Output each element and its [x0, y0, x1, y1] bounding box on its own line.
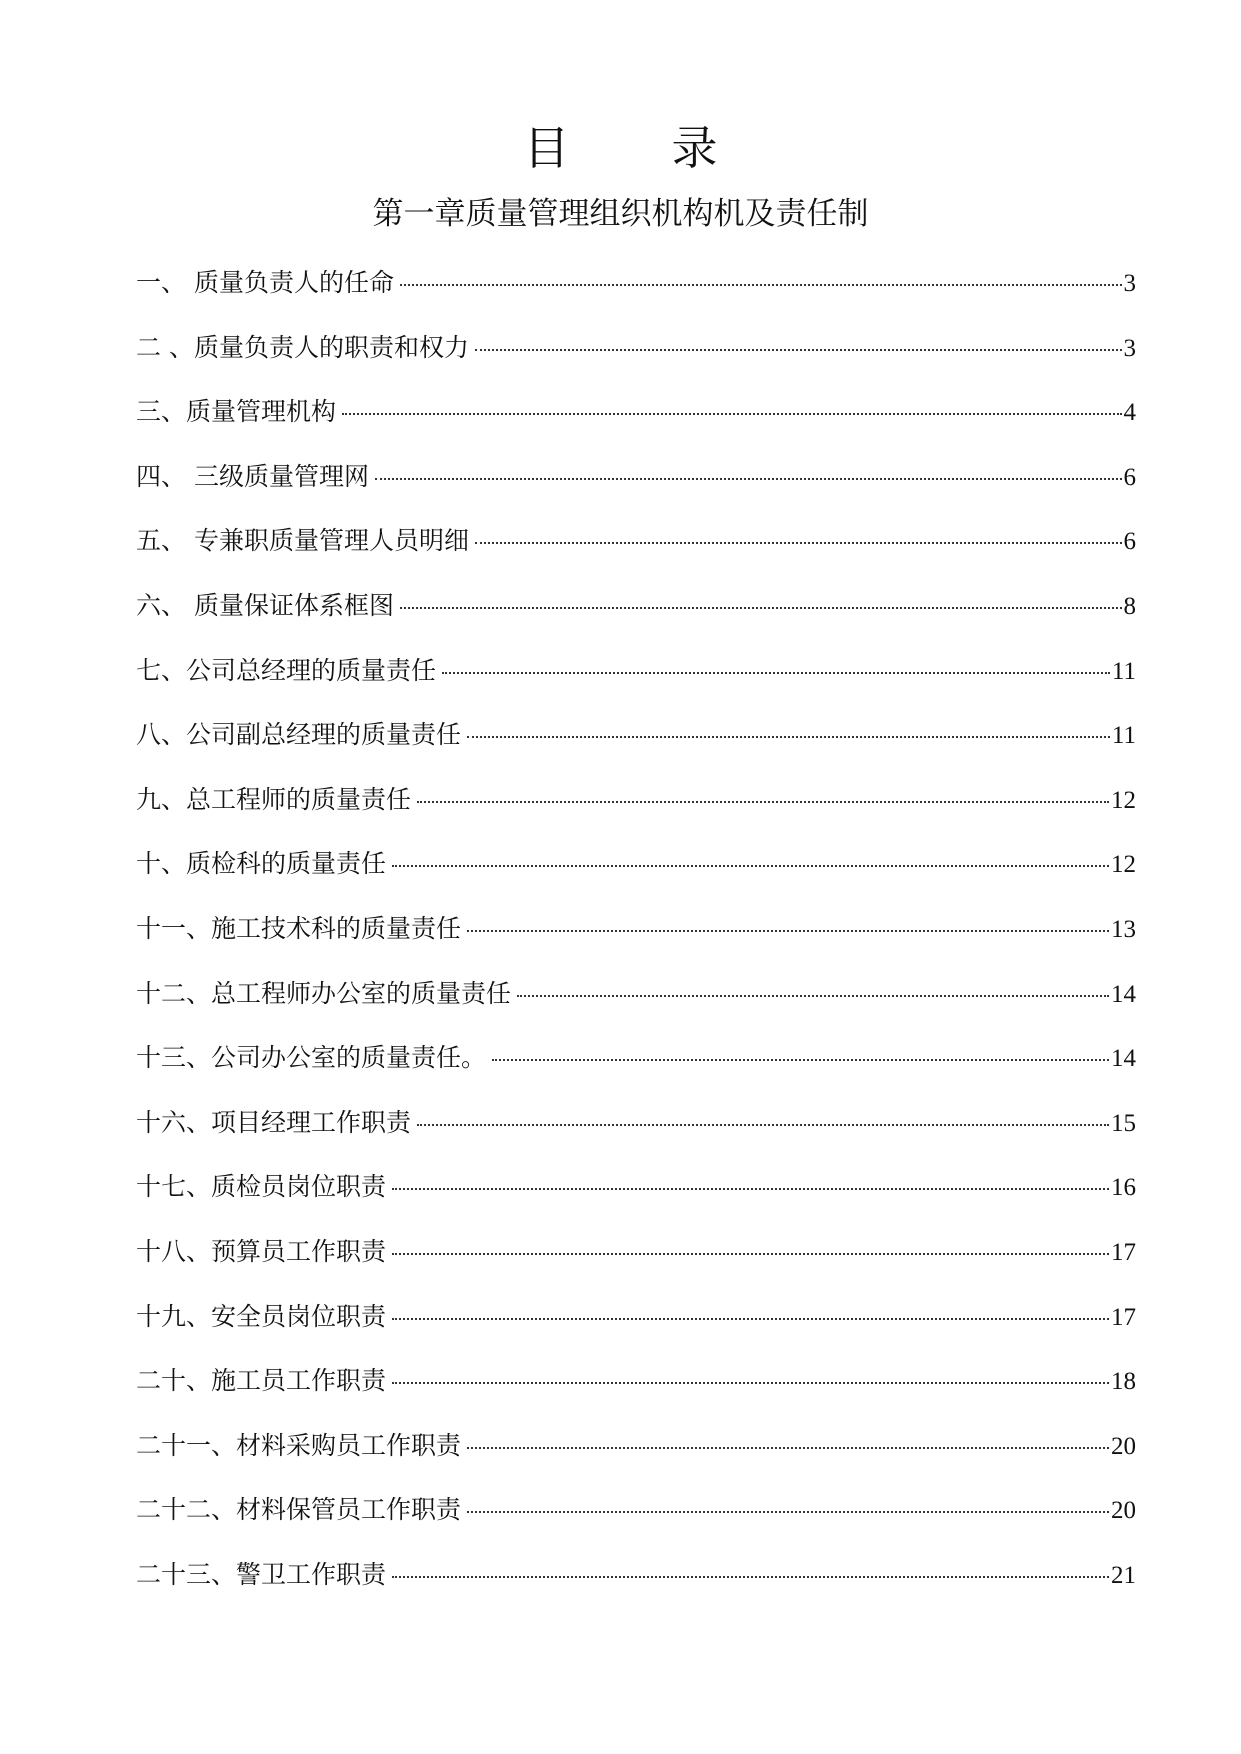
toc-page-number: 6	[1123, 528, 1136, 556]
toc-page-number: 12	[1111, 786, 1136, 814]
toc-entry-label: 十三、公司办公室的质量责任。	[136, 1043, 487, 1073]
toc-entry-label: 十、质检科的质量责任	[136, 849, 387, 879]
dot-leader	[467, 929, 1109, 932]
dot-leader	[392, 1317, 1109, 1320]
toc-page-number: 16	[1111, 1174, 1136, 1202]
toc-entry[interactable]	[136, 574, 1136, 639]
toc-entry-label: 六、 质量保证体系框图	[136, 590, 394, 620]
toc-page-number: 11	[1111, 657, 1136, 685]
toc-entry-label: 五、 专兼职质量管理人员明细	[136, 526, 469, 556]
dot-leader	[475, 541, 1122, 544]
toc-entry[interactable]	[136, 1285, 1136, 1350]
dot-leader	[417, 800, 1109, 803]
toc-entry-label: 十二、总工程师办公室的质量责任	[136, 978, 512, 1008]
toc-entry[interactable]	[136, 1220, 1136, 1285]
toc-page-number: 14	[1111, 980, 1136, 1008]
dot-leader	[400, 606, 1122, 609]
toc-page-number: 20	[1111, 1497, 1136, 1525]
toc-entry-label: 二十三、警卫工作职责	[136, 1559, 387, 1589]
dot-leader	[442, 671, 1110, 674]
toc-page-number: 18	[1111, 1368, 1136, 1396]
toc-entry-label: 九、总工程师的质量责任	[136, 784, 412, 814]
toc-title: 目 录	[523, 121, 762, 175]
chapter-heading: 第一章质量管理组织机构机及责任制	[372, 196, 869, 232]
toc-entry[interactable]	[136, 1349, 1136, 1414]
toc-entry-label: 十一、施工技术科的质量责任	[136, 913, 462, 943]
toc-entry[interactable]	[136, 962, 1136, 1027]
dot-leader	[392, 1575, 1109, 1578]
dot-leader	[467, 1510, 1109, 1513]
toc-entry[interactable]	[136, 1414, 1136, 1479]
dot-leader	[517, 994, 1109, 997]
toc-page-number: 4	[1123, 399, 1136, 427]
toc-page-number: 11	[1111, 722, 1136, 750]
toc-entry-label: 四、 三级质量管理网	[136, 461, 369, 491]
toc-entry-label: 十七、质检员岗位职责	[136, 1172, 387, 1202]
toc-entry[interactable]	[136, 1026, 1136, 1091]
dot-leader	[392, 1252, 1109, 1255]
toc-entry[interactable]	[136, 1091, 1136, 1156]
toc-entry-label: 二十二、材料保管员工作职责	[136, 1495, 462, 1525]
dot-leader	[467, 1446, 1109, 1449]
toc-entry[interactable]	[136, 316, 1136, 381]
dot-leader	[475, 348, 1122, 351]
dot-leader	[392, 864, 1109, 867]
toc-page-number: 13	[1111, 915, 1136, 943]
toc-entry[interactable]	[136, 445, 1136, 510]
toc-entry-label: 二十一、材料采购员工作职责	[136, 1430, 462, 1460]
toc-page-number: 12	[1111, 851, 1136, 879]
toc-entry[interactable]	[136, 897, 1136, 962]
toc-page-number: 15	[1111, 1109, 1136, 1137]
toc-entry[interactable]	[136, 380, 1136, 445]
toc-entry-label: 一、 质量负责人的任命	[136, 268, 394, 297]
toc-page-number: 21	[1111, 1561, 1136, 1589]
toc-entry[interactable]	[136, 639, 1136, 704]
toc-entry-label: 十八、预算员工作职责	[136, 1236, 387, 1266]
toc-entry[interactable]	[136, 1543, 1136, 1608]
toc-entry[interactable]	[136, 251, 1136, 316]
toc-entry[interactable]	[136, 1478, 1136, 1543]
toc-page-number: 17	[1111, 1238, 1136, 1266]
toc-entry-label: 七、公司总经理的质量责任	[136, 655, 437, 685]
toc-page-number: 20	[1111, 1432, 1136, 1460]
dot-leader	[467, 735, 1110, 738]
toc-page-number: 3	[1123, 270, 1136, 297]
dot-leader	[392, 1381, 1109, 1384]
toc-page-number: 3	[1123, 334, 1136, 362]
toc-entry-label: 二 、质量负责人的职责和权力	[136, 332, 469, 362]
toc-page-number: 14	[1111, 1045, 1136, 1073]
toc-page-number: 6	[1123, 463, 1136, 491]
toc-entry-label: 三、质量管理机构	[136, 397, 337, 427]
dot-leader	[375, 477, 1122, 480]
toc-entry[interactable]	[136, 1155, 1136, 1220]
dot-leader	[342, 412, 1121, 415]
toc-entry[interactable]	[136, 703, 1136, 768]
toc-page-number: 8	[1123, 592, 1136, 620]
toc-entry[interactable]	[136, 832, 1136, 897]
toc-entry-label: 二十、施工员工作职责	[136, 1366, 387, 1396]
toc-list	[136, 251, 1136, 1607]
toc-entry-label: 十九、安全员岗位职责	[136, 1301, 387, 1331]
dot-leader	[400, 283, 1122, 286]
toc-page-number: 17	[1111, 1303, 1136, 1331]
toc-entry[interactable]	[136, 509, 1136, 574]
toc-entry[interactable]	[136, 768, 1136, 833]
toc-entry-label: 八、公司副总经理的质量责任	[136, 720, 462, 750]
dot-leader	[417, 1123, 1109, 1126]
dot-leader	[392, 1187, 1109, 1190]
dot-leader	[492, 1058, 1109, 1061]
toc-entry-label: 十六、项目经理工作职责	[136, 1107, 412, 1137]
